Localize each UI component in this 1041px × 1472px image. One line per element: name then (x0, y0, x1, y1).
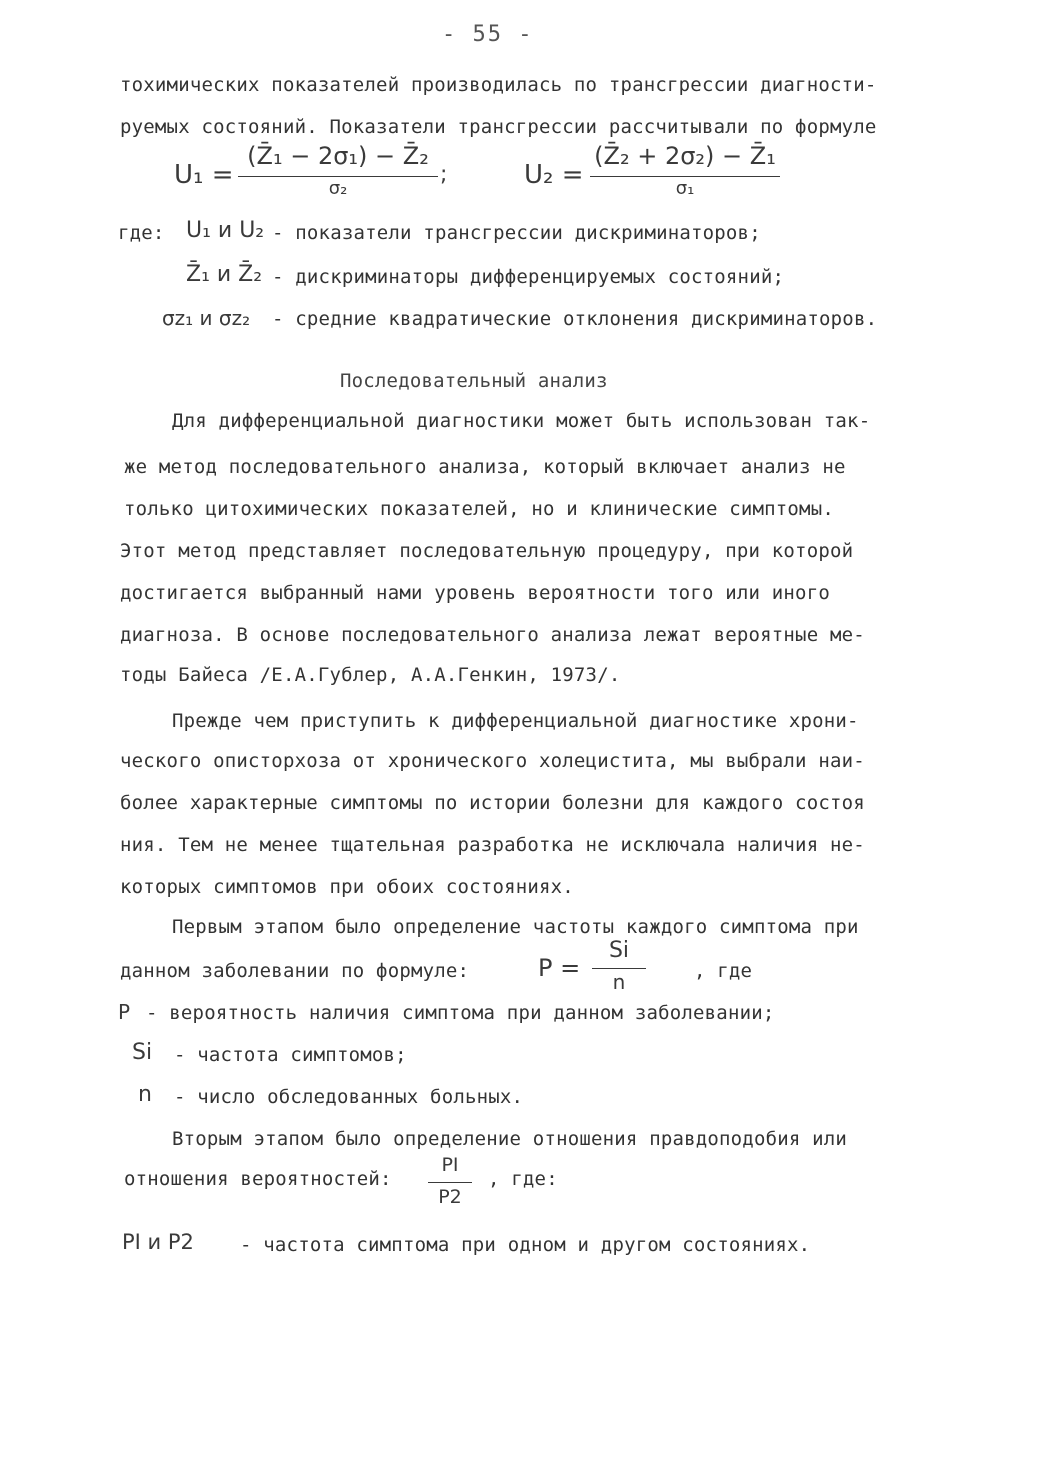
paragraph2-line-1: Прежде чем приступить к дифференциальной диагностике хрони- (172, 710, 859, 732)
formula-u2-denominator: σ₁ (675, 178, 695, 199)
paragraph4-line-2-suffix: , где: (488, 1168, 558, 1190)
paragraph1-line-6: диагноза. В основе последовательного анализа лежат вероятные ме- (120, 624, 865, 646)
formula-p-lhs: P = (538, 954, 581, 982)
legend1-text-sigma: - средние квадратические отклонения дискриминаторов. (272, 308, 878, 330)
formula-ratio-denominator: P2 (438, 1186, 462, 1208)
paragraph2-line-5: которых симптомов при обоих состояниях. (120, 876, 574, 898)
legend1-prefix: где: (118, 222, 165, 244)
paragraph3-line-1: Первым этапом было определение частоты каждого симптома при (172, 916, 859, 938)
formula-p-fraction (592, 938, 646, 996)
paragraph4-line-2-prefix: отношения вероятностей: (124, 1168, 392, 1190)
paragraph4-line-1: Вторым этапом было определение отношения правдоподобия или (172, 1128, 848, 1150)
legend3-symbol: PI и P2 (122, 1230, 194, 1254)
paragraph3-line-2-prefix: данном заболевании по формуле: (120, 960, 470, 982)
paragraph2-line-3: более характерные симптомы по истории болезни для каждого состоя (120, 792, 865, 814)
formula-p-denominator: n (612, 970, 626, 994)
legend1-symbol-u: U₁ и U₂ (186, 218, 265, 243)
legend1-text-u: - показатели трансгрессии дискриминаторов; (272, 222, 761, 244)
paragraph1-line-4: Этот метод представляет последовательную процедуру, при которой (120, 540, 854, 562)
paragraph2-line-2: ческого описторхоза от хронического холецистита, мы выбрали наи- (120, 750, 865, 772)
page-number: - 55 - (442, 22, 534, 47)
legend2-text-si: - частота симптомов; (174, 1044, 407, 1066)
paragraph1-line-5: достигается выбранный нами уровень вероятности того или иного (120, 582, 830, 604)
intro-line-1: тохимических показателей производилась по трансгрессии диагности- (120, 74, 877, 96)
legend2-symbol-si: Si (132, 1040, 153, 1065)
legend2-symbol-n: n (138, 1082, 152, 1107)
section-heading: Последовательный анализ (340, 370, 608, 392)
intro-line-2: руемых состояний. Показатели трансгрессии рассчитывали по формуле (120, 116, 877, 138)
formula-u1-fraction (238, 142, 438, 206)
formula-ratio-numerator: PI (441, 1154, 459, 1176)
legend2-symbol-p: P (118, 1000, 131, 1024)
paragraph2-line-4: ния. Тем не менее тщательная разработка не исключала наличия не- (120, 834, 865, 856)
paragraph1-line-3: только цитохимических показателей, но и клинические симптомы. (124, 498, 834, 520)
legend1-symbol-z: Z̄₁ и Z̄₂ (186, 262, 263, 287)
formula-u2-lhs: U₂ = (524, 160, 584, 190)
formula-u1-lhs: U₁ = (174, 160, 234, 190)
formula-p-numerator: Si (608, 938, 630, 963)
legend1-text-z: - дискриминаторы дифференцируемых состояний; (272, 266, 785, 288)
paragraph1-line-2: же метод последовательного анализа, который включает анализ не (124, 456, 846, 478)
formula-ratio-bar (428, 1182, 472, 1183)
formula-u2-bar (590, 176, 780, 177)
legend2-text-p: - вероятность наличия симптома при данном заболевании; (146, 1002, 775, 1024)
formula-p-bar (592, 968, 646, 969)
paragraph1-line-1: Для дифференциальной диагностики может быть использован так- (172, 410, 871, 432)
formula-u2-numerator: (Z̄₂ + 2σ₂) − Z̄₁ (594, 142, 776, 170)
legend2-text-n: - число обследованных больных. (174, 1086, 524, 1108)
formula-ratio-fraction (428, 1154, 472, 1218)
formula-u1-numerator: (Z̄₁ − 2σ₁) − Z̄₂ (247, 142, 429, 170)
paragraph1-line-7: тоды Байеса /Е.А.Гублер, А.А.Генкин, 1973/. (120, 664, 621, 686)
formula-u1-bar (238, 176, 438, 177)
formula-u1-denominator: σ₂ (328, 178, 348, 199)
formula-u1-separator: ; (440, 162, 448, 187)
legend3-text: - частота симптома при одном и другом состояниях. (240, 1234, 811, 1256)
legend1-symbol-sigma: σz₁ и σz₂ (162, 306, 251, 330)
formula-u2-fraction (590, 142, 780, 206)
paragraph3-line-2-suffix: , где (694, 960, 753, 982)
